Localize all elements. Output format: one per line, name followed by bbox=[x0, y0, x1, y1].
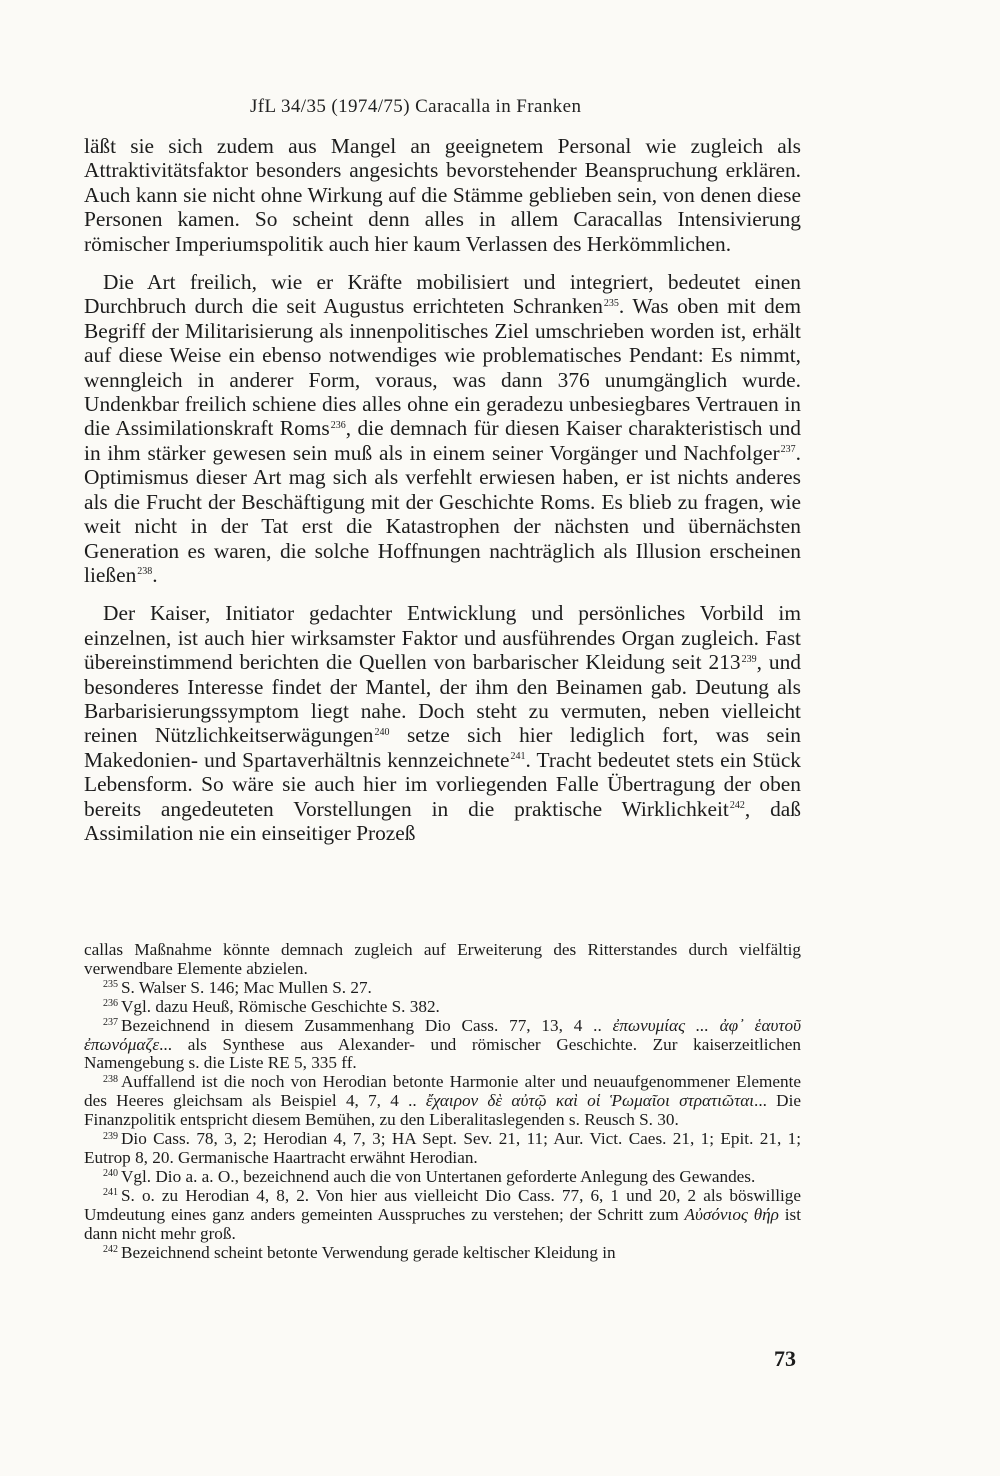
footnote-ref-241: 241 bbox=[510, 751, 526, 763]
footnote-236 bbox=[84, 998, 801, 1017]
footnote-ref-240: 240 bbox=[374, 726, 390, 738]
paragraph-2-text-a: Die Art freilich, wie er Kräfte mobilisiert und integriert, bedeutet einen Durchbruch durch die seit Augustus errichteten Schranken bbox=[84, 270, 801, 319]
footnote-ref-242: 242 bbox=[729, 800, 745, 812]
greek-quote-241: Αὐσόνιος θήρ bbox=[684, 1204, 779, 1224]
footnote-text-237-a: Bezeichnend in diesem Zusammenhang Dio Cass. 77, 13, 4 .. bbox=[121, 1015, 613, 1035]
footnote-number-239: 239 bbox=[103, 1130, 118, 1142]
paragraph-2 bbox=[84, 270, 801, 587]
running-head: JfL 34/35 (1974/75) Caracalla in Franken bbox=[250, 96, 582, 117]
footnote-number-241: 241 bbox=[103, 1187, 118, 1199]
footnote-number-235: 235 bbox=[103, 979, 118, 991]
paragraph-3 bbox=[84, 601, 801, 845]
footnote-text-238-b: ... Die Finanzpolitik entspricht diesem Bemühen, zu den Liberalitaslegenden s. Reusch S. 30. bbox=[84, 1091, 801, 1130]
footnote-237 bbox=[84, 1017, 801, 1074]
paragraph-2-text-d: . Optimismus dieser Art mag sich als verfehlt erwiesen haben, er ist nichts anderes als die Frucht der Beschäftigung mit der Geschichte Roms. Es blieb zu fragen, wie weit nicht in der Tat erst die Katastrophen der nächsten und übernächsten Generation es waren, die solche Hoffnungen nachträglich als Illusion erscheinen ließen bbox=[84, 440, 801, 587]
greek-quote-237: ἐπωνυμίας ... ἀφ᾽ ἑαυτοῦ ἐπωνόμαζε bbox=[84, 1015, 801, 1054]
paragraph-2-text-e: . bbox=[152, 562, 158, 587]
footnote-text-237-b: ... als Synthese aus Alexander- und römischer Geschichte. Zur kaiserzeitlichen Namengebung s. die Liste RE 5, 335 ff. bbox=[84, 1034, 801, 1073]
footnote-text-239: Dio Cass. 78, 3, 2; Herodian 4, 7, 3; HA Sept. Sev. 21, 11; Aur. Vict. Caes. 21, 1; Epit. 21, 1; Eutrop 8, 20. Germanische Haartracht erwähnt Herodian. bbox=[84, 1129, 801, 1167]
paragraph-2-text-c: , die demnach für diesen Kaiser charakteristisch und in ihm stärker gewesen sein muß als in einem seiner Vorgänger und Nachfolger bbox=[84, 416, 801, 465]
footnote-235 bbox=[84, 979, 801, 998]
greek-quote-238: ἔχαιρον δὲ αὐτῷ καὶ οἱ Ῥωμαῖοι στρατιῶται bbox=[425, 1091, 755, 1111]
main-text bbox=[84, 134, 801, 845]
paragraph-3-text-c: setze sich hier lediglich fort, was sein Makedonien- und Spartaverhältnis kennzeichnete bbox=[84, 723, 801, 772]
footnote-number-237: 237 bbox=[103, 1017, 118, 1029]
paragraph-2-text-b: . Was oben mit dem Begriff der Militarisierung als innenpolitisches Ziel umschrieben worden ist, erhält auf diese Weise ein ebenso notwendiges wie problematisches Pendant: Es nimmt, wenngleich in anderer Form, voraus, was dann 376 unumgänglich wurde. Undenkbar freilich schiene dies alles ohne ein geradezu unbesiegbares Vertrauen in die Assimilationskraft Roms bbox=[84, 294, 801, 441]
footnote-ref-237: 237 bbox=[780, 444, 796, 456]
footnote-238 bbox=[84, 1073, 801, 1130]
footnote-text-242: Bezeichnend scheint betonte Verwendung gerade keltischer Kleidung in bbox=[121, 1242, 616, 1262]
footnote-number-236: 236 bbox=[103, 998, 118, 1010]
footnote-number-238: 238 bbox=[103, 1073, 118, 1085]
page-number: 73 bbox=[774, 1346, 796, 1371]
footnote-241 bbox=[84, 1187, 801, 1244]
paragraph-3-text-e: , daß Assimilation nie ein einseitiger Prozeß bbox=[84, 796, 801, 845]
paragraph-3-text-b: , und besonderes Interesse findet der Mantel, der ihm den Beinamen gab. Deutung als Barbarisierungssymptom liegt nahe. Doch steht zu vermuten, neben vielleicht reinen Nützlichkeitserwägungen bbox=[84, 650, 801, 748]
footnotes bbox=[84, 941, 801, 1262]
footnote-239 bbox=[84, 1130, 801, 1168]
footnote-text-235: S. Walser S. 146; Mac Mullen S. 27. bbox=[121, 977, 372, 997]
footnote-ref-238: 238 bbox=[137, 566, 153, 578]
footnote-carryover: callas Maßnahme könnte demnach zugleich auf Erweiterung des Ritterstandes durch vielfältig verwendbare Elemente abzielen. bbox=[84, 940, 801, 978]
footnote-text-240: Vgl. Dio a. a. O., bezeichnend auch die von Untertanen geforderte Anlegung des Gewandes. bbox=[121, 1166, 756, 1186]
footnote-ref-239: 239 bbox=[741, 653, 757, 665]
paragraph-3-text-d: . Tracht bedeutet stets ein Stück Lebensform. So wäre sie auch hier im vorliegenden Falle Übertragung der oben bereits angedeuteten Vorstellungen in die praktische Wirklichkeit bbox=[84, 747, 802, 821]
paragraph-1: läßt sie sich zudem aus Mangel an geeignetem Personal wie zugleich als Attraktivitätsfaktor besonders angesichts bevorstehender Beanspruchung erklären. Auch kann sie nicht ohne Wirkung auf die Stämme geblieben sein, von denen diese Personen kamen. So scheint denn alles in allem Caracallas Intensivierung römischer Imperiumspolitik auch hier kaum Verlassen des Herkömmlichen. bbox=[84, 134, 801, 256]
footnote-text-236: Vgl. dazu Heuß, Römische Geschichte S. 382. bbox=[121, 996, 440, 1016]
footnote-text-238-a: Auffallend ist die noch von Herodian betonte Harmonie alter und neuaufgenommener Elemente des Heeres gleichsam als Beispiel 4, 7, 4 .. bbox=[84, 1072, 801, 1111]
footnote-number-240: 240 bbox=[103, 1168, 118, 1180]
footnote-ref-236: 236 bbox=[330, 419, 346, 431]
footnote-ref-235: 235 bbox=[603, 297, 619, 309]
footnote-text-241-a: S. o. zu Herodian 4, 8, 2. Von hier aus vielleicht Dio Cass. 77, 6, 1 und 20, 2 als böswillige Umdeutung eines ganz anders gemeinten Ausspruches zu verstehen; der Schritt zum bbox=[84, 1185, 801, 1224]
footnote-242 bbox=[84, 1244, 801, 1263]
footnote-240 bbox=[84, 1168, 801, 1187]
footnote-number-242: 242 bbox=[103, 1244, 118, 1255]
footnote-text-241-b: ist dann nicht mehr groß. bbox=[84, 1204, 801, 1243]
paragraph-3-text-a: Der Kaiser, Initiator gedachter Entwicklung und persönliches Vorbild im einzelnen, ist auch hier wirksamster Faktor und ausführendes Organ zugleich. Fast übereinstimmend berichten die Quellen von barbarischer Kleidung seit 213 bbox=[84, 601, 801, 675]
